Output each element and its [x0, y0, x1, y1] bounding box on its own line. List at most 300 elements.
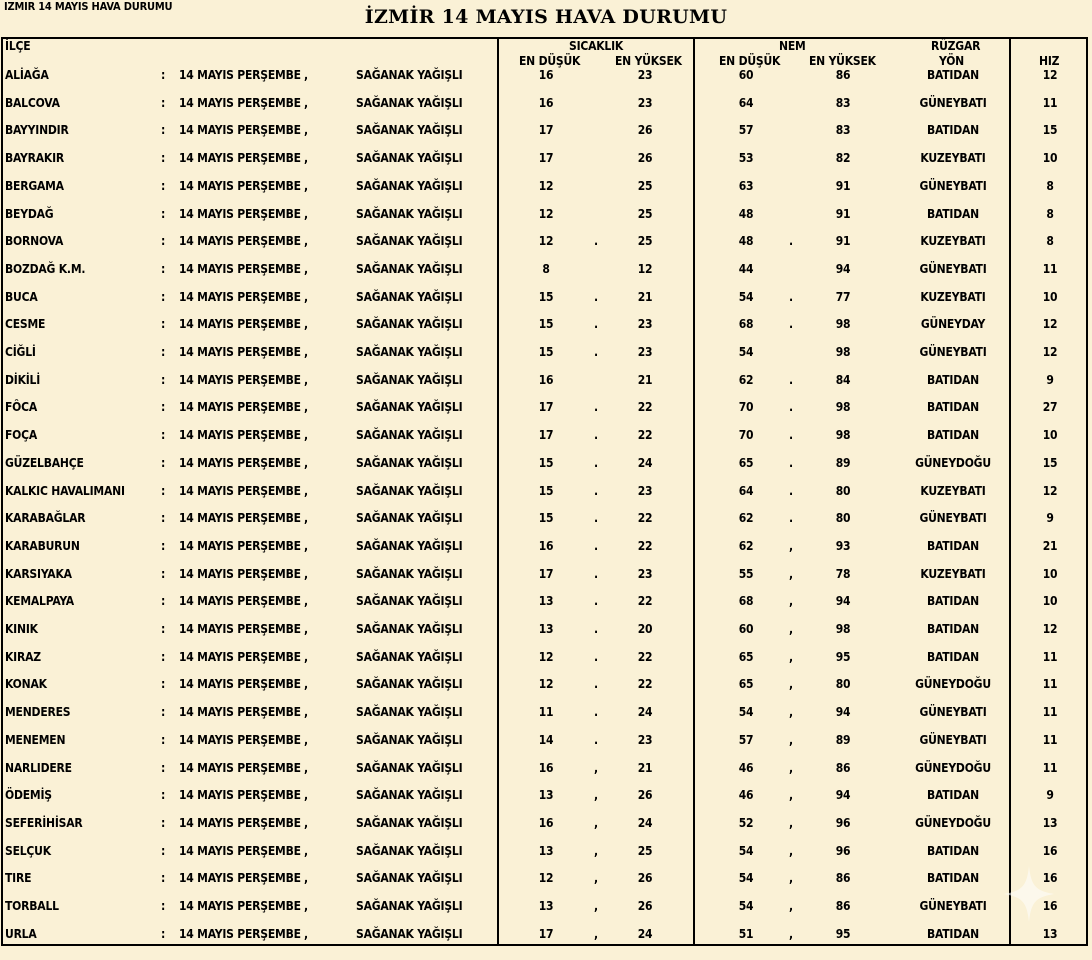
temp-max-value: 23 [637, 483, 653, 498]
humidity-separator: . [789, 428, 793, 443]
temp-separator: . [594, 400, 598, 415]
district-name: KONAK [5, 677, 47, 692]
temp-max-value: 23 [637, 68, 653, 82]
temp-min-value: 13 [538, 788, 554, 803]
weather-condition: SAĞANAK YAĞIŞLI [356, 428, 463, 443]
temp-max-value: 26 [637, 123, 653, 138]
date-text: 14 MAYIS PERŞEMBE [179, 871, 301, 886]
colon-separator: : [161, 372, 166, 387]
wind-speed: 21 [1042, 538, 1058, 553]
humidity-min-value: 48 [738, 206, 754, 221]
wind-direction: BATIDAN [927, 206, 979, 221]
wind-speed: 10 [1042, 151, 1058, 166]
humidity-separator: . [789, 400, 793, 415]
comma-separator: , [304, 511, 308, 526]
wind-speed: 16 [1042, 899, 1058, 913]
comma-separator: , [304, 677, 308, 692]
humidity-max-value: 96 [835, 843, 851, 858]
humidity-separator: , [789, 788, 793, 803]
temp-max-value: 24 [637, 455, 653, 470]
humidity-max-value: 93 [835, 538, 851, 553]
temp-separator: . [594, 677, 598, 692]
district-name: GÜZELBAHÇE [5, 455, 84, 470]
temp-min-value: 14 [538, 732, 554, 747]
temp-min-value: 16 [538, 815, 554, 830]
humidity-separator: . [789, 455, 793, 470]
humidity-max-value: 77 [835, 289, 851, 304]
date-text: 14 MAYIS PERŞEMBE [179, 151, 301, 166]
comma-separator: , [304, 151, 308, 166]
temp-min-value: 15 [538, 455, 554, 470]
humidity-min-value: 60 [738, 622, 754, 636]
date-text: 14 MAYIS PERŞEMBE [179, 483, 301, 498]
colon-separator: : [161, 566, 166, 581]
temp-max-value: 22 [637, 511, 653, 526]
temp-min-value: 15 [538, 345, 554, 359]
district-name: FÔCA [5, 400, 38, 415]
colon-separator: : [161, 428, 166, 443]
district-name: SELÇUK [5, 843, 51, 858]
date-text: 14 MAYIS PERŞEMBE [179, 178, 301, 193]
weather-condition: SAĞANAK YAĞIŞLI [356, 594, 463, 609]
humidity-min-value: 51 [738, 926, 754, 941]
table-row [3, 68, 1086, 96]
comma-separator: , [304, 843, 308, 858]
date-text: 14 MAYIS PERŞEMBE [179, 760, 301, 775]
table-row [3, 733, 1086, 761]
temp-max-value: 25 [637, 206, 653, 221]
temp-max-value: 21 [637, 372, 653, 387]
colon-separator: : [161, 261, 166, 276]
humidity-max-value: 84 [835, 372, 851, 387]
comma-separator: , [304, 899, 308, 913]
wind-direction: GÜNEYBATI [919, 732, 987, 747]
humidity-max-value: 94 [835, 594, 851, 609]
comma-separator: , [304, 317, 308, 332]
colon-separator: : [161, 317, 166, 332]
wind-direction: BATIDAN [927, 428, 979, 443]
colon-separator: : [161, 899, 166, 913]
humidity-separator: , [789, 732, 793, 747]
humidity-max-value: 86 [835, 899, 851, 913]
comma-separator: , [304, 206, 308, 221]
temp-min-value: 12 [538, 206, 554, 221]
colon-separator: : [161, 178, 166, 193]
wind-speed: 11 [1042, 649, 1058, 664]
district-name: CESME [5, 317, 46, 332]
temp-max-value: 23 [637, 566, 653, 581]
weather-condition: SAĞANAK YAĞIŞLI [356, 705, 463, 720]
comma-separator: , [304, 760, 308, 775]
humidity-separator: , [789, 899, 793, 913]
temp-max-value: 22 [637, 428, 653, 443]
comma-separator: , [304, 234, 308, 249]
header-yon: YÖN [939, 54, 964, 68]
district-name: SEFERİHİSAR [5, 815, 83, 830]
wind-direction: GÜNEYBATI [919, 345, 987, 359]
weather-table [1, 37, 1088, 946]
temp-separator: . [594, 511, 598, 526]
district-name: DİKİLİ [5, 372, 41, 387]
wind-direction: BATIDAN [927, 622, 979, 636]
table-row [3, 290, 1086, 318]
colon-separator: : [161, 788, 166, 803]
date-text: 14 MAYIS PERŞEMBE [179, 289, 301, 304]
temp-min-value: 15 [538, 317, 554, 332]
comma-separator: , [304, 926, 308, 941]
table-row [3, 96, 1086, 124]
table-row [3, 317, 1086, 345]
temp-separator: . [594, 317, 598, 332]
wind-direction: BATIDAN [927, 788, 979, 803]
temp-max-value: 26 [637, 899, 653, 913]
colon-separator: : [161, 123, 166, 138]
temp-max-value: 24 [637, 705, 653, 720]
humidity-max-value: 80 [835, 677, 851, 692]
temp-max-value: 25 [637, 234, 653, 249]
temp-separator: . [594, 705, 598, 720]
temp-max-value: 23 [637, 345, 653, 359]
weather-condition: SAĞANAK YAĞIŞLI [356, 400, 463, 415]
humidity-max-value: 94 [835, 788, 851, 803]
temp-separator: . [594, 289, 598, 304]
table-row [3, 761, 1086, 789]
humidity-min-value: 63 [738, 178, 754, 193]
colon-separator: : [161, 289, 166, 304]
humidity-max-value: 94 [835, 705, 851, 720]
date-text: 14 MAYIS PERŞEMBE [179, 206, 301, 221]
humidity-separator: , [789, 622, 793, 636]
date-text: 14 MAYIS PERŞEMBE [179, 234, 301, 249]
comma-separator: , [304, 705, 308, 720]
humidity-max-value: 91 [835, 206, 851, 221]
temp-max-value: 24 [637, 815, 653, 830]
table-row [3, 484, 1086, 512]
table-row [3, 456, 1086, 484]
table-row [3, 677, 1086, 705]
colon-separator: : [161, 511, 166, 526]
table-row [3, 539, 1086, 567]
comma-separator: , [304, 372, 308, 387]
colon-separator: : [161, 622, 166, 636]
district-name: KARABURUN [5, 538, 80, 553]
temp-separator: , [594, 760, 598, 775]
wind-speed: 11 [1042, 732, 1058, 747]
humidity-max-value: 80 [835, 483, 851, 498]
wind-speed: 16 [1042, 843, 1058, 858]
colon-separator: : [161, 206, 166, 221]
comma-separator: , [304, 95, 308, 110]
humidity-max-value: 98 [835, 622, 851, 636]
district-name: KINIK [5, 622, 38, 636]
temp-min-value: 17 [538, 400, 554, 415]
temp-min-value: 17 [538, 151, 554, 166]
humidity-max-value: 86 [835, 871, 851, 886]
weather-condition: SAĞANAK YAĞIŞLI [356, 566, 463, 581]
humidity-max-value: 98 [835, 317, 851, 332]
temp-max-value: 26 [637, 151, 653, 166]
district-name: BOZDAĞ K.M. [5, 261, 86, 276]
comma-separator: , [304, 400, 308, 415]
weather-condition: SAĞANAK YAĞIŞLI [356, 788, 463, 803]
district-name: URLA [5, 926, 37, 941]
comma-separator: , [304, 594, 308, 609]
table-row [3, 345, 1086, 373]
humidity-min-value: 62 [738, 538, 754, 553]
colon-separator: : [161, 234, 166, 249]
wind-direction: KUZEYBATI [920, 483, 986, 498]
weather-condition: SAĞANAK YAĞIŞLI [356, 123, 463, 138]
humidity-max-value: 86 [835, 760, 851, 775]
district-name: BUCA [5, 289, 38, 304]
humidity-max-value: 80 [835, 511, 851, 526]
weather-condition: SAĞANAK YAĞIŞLI [356, 95, 463, 110]
colon-separator: : [161, 538, 166, 553]
temp-max-value: 22 [637, 400, 653, 415]
date-text: 14 MAYIS PERŞEMBE [179, 538, 301, 553]
wind-speed: 11 [1042, 705, 1058, 720]
temp-min-value: 16 [538, 95, 554, 110]
wind-direction: KUZEYBATI [920, 151, 986, 166]
wind-direction: BATIDAN [927, 871, 979, 886]
comma-separator: , [304, 428, 308, 443]
wind-direction: GÜNEYBATI [919, 705, 987, 720]
wind-speed: 15 [1042, 123, 1058, 138]
wind-direction: BATIDAN [927, 123, 979, 138]
colon-separator: : [161, 649, 166, 664]
date-text: 14 MAYIS PERŞEMBE [179, 677, 301, 692]
date-text: 14 MAYIS PERŞEMBE [179, 455, 301, 470]
table-row [3, 428, 1086, 456]
wind-direction: GÜNEYDOĞU [915, 815, 991, 830]
colon-separator: : [161, 68, 166, 82]
header-sicaklik: SICAKLIK [569, 39, 624, 53]
wind-speed: 13 [1042, 815, 1058, 830]
weather-condition: SAĞANAK YAĞIŞLI [356, 206, 463, 221]
date-text: 14 MAYIS PERŞEMBE [179, 899, 301, 913]
humidity-min-value: 64 [738, 95, 754, 110]
humidity-max-value: 95 [835, 649, 851, 664]
comma-separator: , [304, 566, 308, 581]
temp-min-value: 12 [538, 871, 554, 886]
temp-max-value: 20 [637, 622, 653, 636]
colon-separator: : [161, 705, 166, 720]
wind-direction: GÜNEYDOĞU [915, 760, 991, 775]
humidity-max-value: 89 [835, 455, 851, 470]
district-name: TORBALL [5, 899, 59, 913]
temp-max-value: 12 [637, 261, 653, 276]
humidity-max-value: 96 [835, 815, 851, 830]
humidity-max-value: 94 [835, 261, 851, 276]
humidity-min-value: 54 [738, 843, 754, 858]
table-row [3, 899, 1086, 927]
colon-separator: : [161, 345, 166, 359]
district-name: MENDERES [5, 705, 71, 720]
humidity-min-value: 57 [738, 732, 754, 747]
weather-condition: SAĞANAK YAĞIŞLI [356, 151, 463, 166]
date-text: 14 MAYIS PERŞEMBE [179, 400, 301, 415]
wind-speed: 12 [1042, 317, 1058, 332]
weather-condition: SAĞANAK YAĞIŞLI [356, 622, 463, 636]
temp-separator: . [594, 538, 598, 553]
header-hum-min: EN DÜŞÜK [719, 54, 781, 68]
header-temp-min: EN DÜŞÜK [519, 54, 581, 68]
temp-separator: , [594, 843, 598, 858]
district-name: BERGAMA [5, 178, 64, 193]
weather-condition: SAĞANAK YAĞIŞLI [356, 511, 463, 526]
temp-min-value: 13 [538, 622, 554, 636]
temp-max-value: 26 [637, 788, 653, 803]
date-text: 14 MAYIS PERŞEMBE [179, 123, 301, 138]
wind-direction: GÜNEYBATI [919, 261, 987, 276]
humidity-separator: , [789, 815, 793, 830]
temp-min-value: 8 [542, 261, 550, 276]
weather-condition: SAĞANAK YAĞIŞLI [356, 483, 463, 498]
humidity-min-value: 65 [738, 649, 754, 664]
colon-separator: : [161, 815, 166, 830]
humidity-min-value: 46 [738, 788, 754, 803]
wind-speed: 13 [1042, 926, 1058, 941]
humidity-max-value: 83 [835, 95, 851, 110]
temp-min-value: 16 [538, 760, 554, 775]
comma-separator: , [304, 261, 308, 276]
colon-separator: : [161, 483, 166, 498]
wind-speed: 10 [1042, 566, 1058, 581]
humidity-min-value: 70 [738, 400, 754, 415]
wind-direction: GÜNEYDOĞU [915, 677, 991, 692]
wind-speed: 10 [1042, 428, 1058, 443]
date-text: 14 MAYIS PERŞEMBE [179, 511, 301, 526]
humidity-max-value: 82 [835, 151, 851, 166]
comma-separator: , [304, 732, 308, 747]
humidity-separator: , [789, 538, 793, 553]
table-row [3, 594, 1086, 622]
header-ilce: İLÇE [5, 39, 31, 53]
table-row [3, 705, 1086, 733]
temp-min-value: 15 [538, 289, 554, 304]
temp-min-value: 12 [538, 677, 554, 692]
district-name: CİĞLİ [5, 345, 36, 359]
humidity-min-value: 48 [738, 234, 754, 249]
temp-max-value: 23 [637, 317, 653, 332]
table-row [3, 179, 1086, 207]
date-text: 14 MAYIS PERŞEMBE [179, 345, 301, 359]
district-name: MENEMEN [5, 732, 66, 747]
humidity-min-value: 68 [738, 594, 754, 609]
humidity-min-value: 44 [738, 261, 754, 276]
humidity-max-value: 89 [835, 732, 851, 747]
temp-min-value: 15 [538, 483, 554, 498]
district-name: KARABAĞLAR [5, 511, 86, 526]
humidity-separator: , [789, 705, 793, 720]
temp-min-value: 17 [538, 926, 554, 941]
humidity-max-value: 83 [835, 123, 851, 138]
weather-condition: SAĞANAK YAĞIŞLI [356, 538, 463, 553]
colon-separator: : [161, 760, 166, 775]
wind-speed: 12 [1042, 622, 1058, 636]
humidity-min-value: 54 [738, 345, 754, 359]
weather-condition: SAĞANAK YAĞIŞLI [356, 649, 463, 664]
humidity-separator: . [789, 289, 793, 304]
district-name: BALCOVA [5, 95, 60, 110]
wind-speed: 10 [1042, 289, 1058, 304]
table-row [3, 844, 1086, 872]
humidity-separator: . [789, 511, 793, 526]
wind-direction: GÜNEYBATI [919, 899, 987, 913]
wind-direction: BATIDAN [927, 843, 979, 858]
humidity-max-value: 78 [835, 566, 851, 581]
wind-speed: 9 [1046, 511, 1054, 526]
corner-title: IZMIR 14 MAYIS HAVA DURUMU [4, 0, 173, 13]
comma-separator: , [304, 815, 308, 830]
date-text: 14 MAYIS PERŞEMBE [179, 649, 301, 664]
temp-min-value: 16 [538, 68, 554, 82]
wind-direction: GÜNEYBATI [919, 178, 987, 193]
humidity-min-value: 68 [738, 317, 754, 332]
comma-separator: , [304, 649, 308, 664]
district-name: KARSIYAKA [5, 566, 72, 581]
humidity-min-value: 54 [738, 289, 754, 304]
humidity-min-value: 54 [738, 705, 754, 720]
temp-max-value: 22 [637, 538, 653, 553]
temp-separator: , [594, 815, 598, 830]
temp-max-value: 22 [637, 677, 653, 692]
temp-separator: . [594, 622, 598, 636]
district-name: ALİAĞA [5, 68, 49, 82]
temp-separator: , [594, 926, 598, 941]
humidity-separator: , [789, 843, 793, 858]
wind-direction: GÜNEYBATI [919, 95, 987, 110]
wind-direction: KUZEYBATI [920, 566, 986, 581]
temp-max-value: 26 [637, 871, 653, 886]
temp-min-value: 12 [538, 234, 554, 249]
comma-separator: , [304, 538, 308, 553]
weather-condition: SAĞANAK YAĞIŞLI [356, 455, 463, 470]
date-text: 14 MAYIS PERŞEMBE [179, 815, 301, 830]
wind-direction: KUZEYBATI [920, 289, 986, 304]
date-text: 14 MAYIS PERŞEMBE [179, 705, 301, 720]
weather-condition: SAĞANAK YAĞIŞLI [356, 178, 463, 193]
humidity-separator: . [789, 317, 793, 332]
table-row [3, 871, 1086, 899]
comma-separator: , [304, 483, 308, 498]
humidity-separator: , [789, 594, 793, 609]
wind-direction: GÜNEYDOĞU [915, 455, 991, 470]
header-ruzgar: RÜZGAR [931, 39, 981, 53]
table-row [3, 816, 1086, 844]
temp-max-value: 23 [637, 95, 653, 110]
humidity-separator: , [789, 926, 793, 941]
date-text: 14 MAYIS PERŞEMBE [179, 732, 301, 747]
table-row [3, 511, 1086, 539]
wind-speed: 11 [1042, 95, 1058, 110]
date-text: 14 MAYIS PERŞEMBE [179, 317, 301, 332]
date-text: 14 MAYIS PERŞEMBE [179, 95, 301, 110]
weather-condition: SAĞANAK YAĞIŞLI [356, 732, 463, 747]
wind-direction: BATIDAN [927, 926, 979, 941]
humidity-max-value: 91 [835, 178, 851, 193]
table-row [3, 123, 1086, 151]
humidity-min-value: 53 [738, 151, 754, 166]
wind-direction: BATIDAN [927, 538, 979, 553]
comma-separator: , [304, 455, 308, 470]
weather-condition: SAĞANAK YAĞIŞLI [356, 289, 463, 304]
temp-separator: . [594, 234, 598, 249]
colon-separator: : [161, 871, 166, 886]
district-name: FOÇA [5, 428, 38, 443]
comma-separator: , [304, 871, 308, 886]
district-name: NARLIDERE [5, 760, 72, 775]
